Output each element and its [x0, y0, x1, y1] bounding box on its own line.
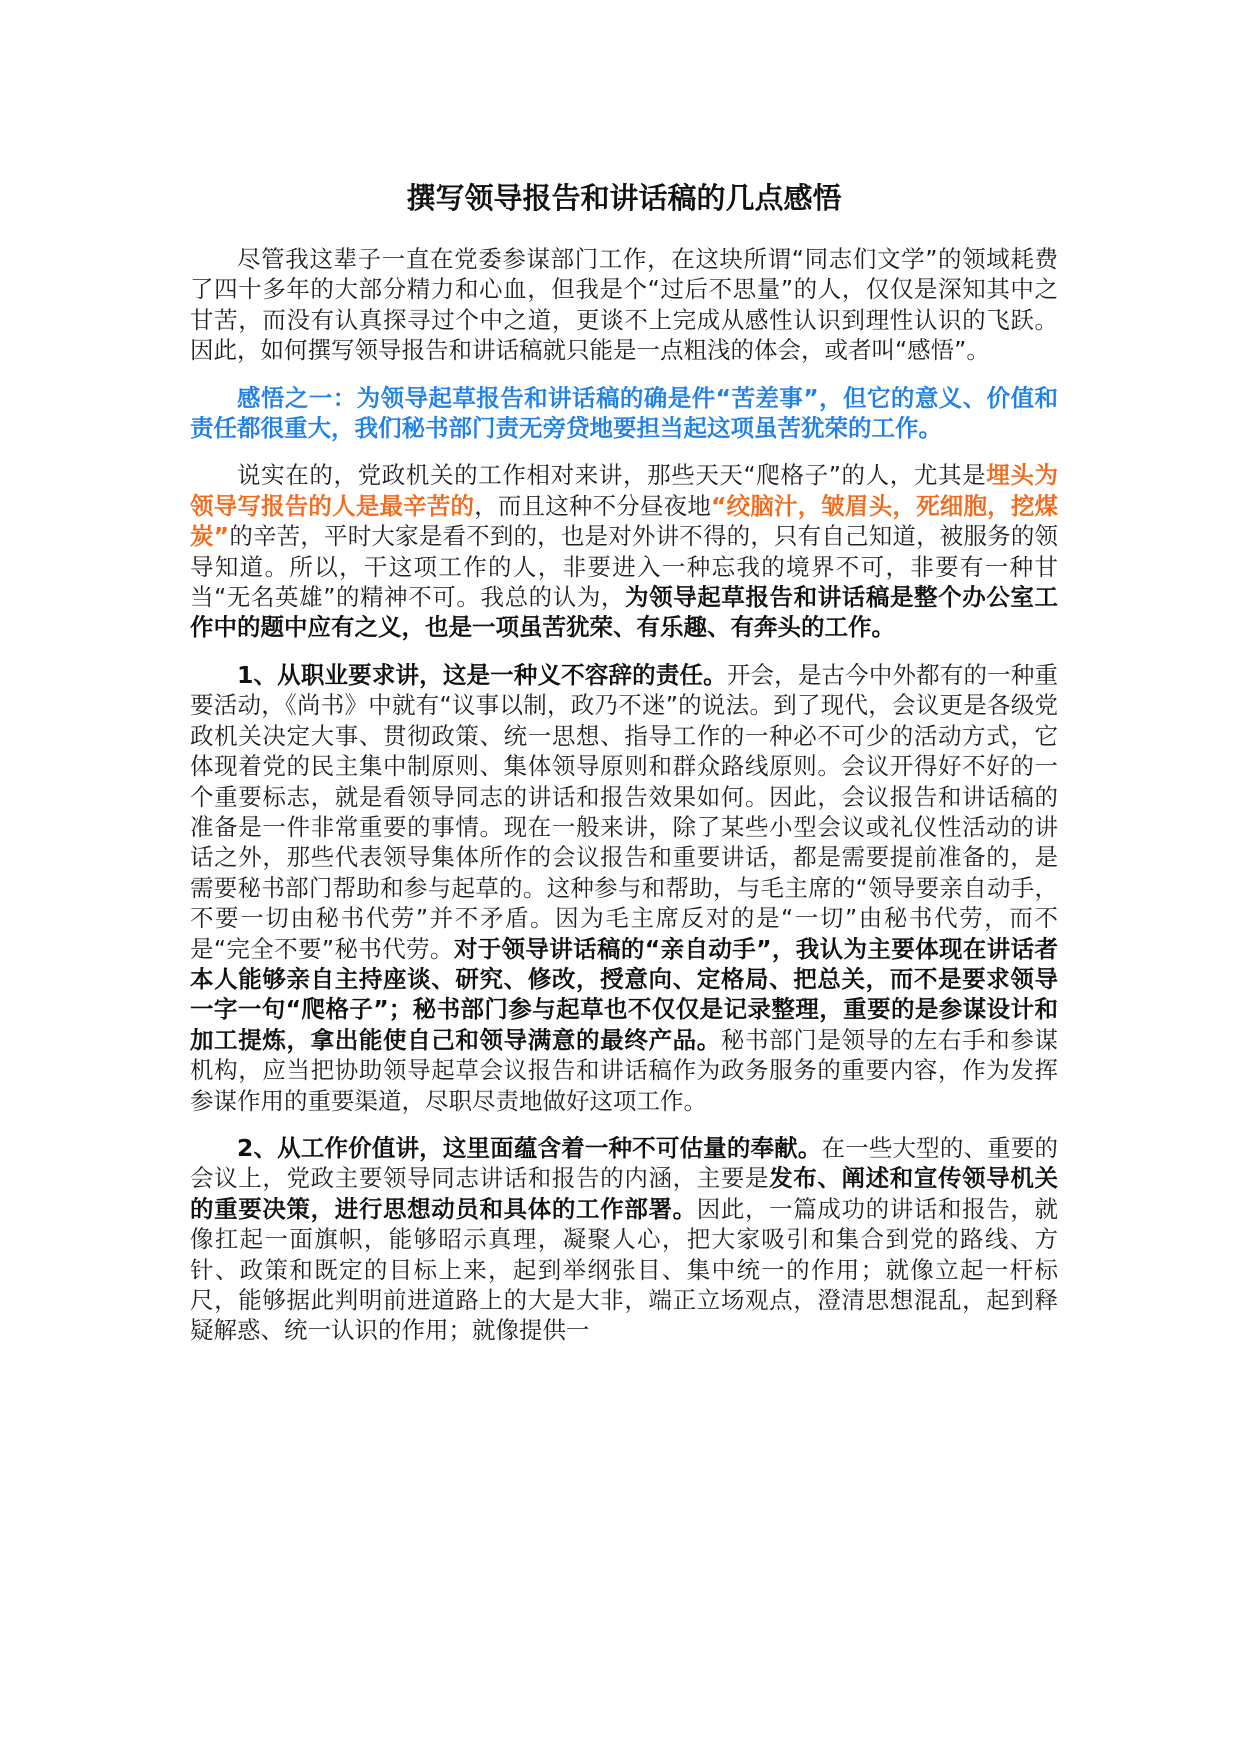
paragraph-hardship-text-3: 的辛苦，平时大家是看不到的，也是对外讲不得的，只有自己知道，被服务的领导知道。所以，干这项工作的人，非要进入一种忘我的境界不可，非要有一种甘当“无名英雄”的精神不可。我总的认为，: [190, 522, 1059, 612]
point-2-text-1: 在一些大型的、重要的会议上，党政主要领导同志讲话和报告的内涵，主要是: [190, 1133, 1058, 1193]
paragraph-hardship: [190, 460, 1058, 642]
document-title: 撰写领导报告和讲话稿的几点感悟: [406, 181, 842, 215]
bold-conclusion: 为领导起草报告和讲话稿是整个办公室工作中的题中应有之义，也是一项虽苦犹荣、有乐趣、有奔头的工作。: [190, 583, 1058, 642]
point-2-bold-text: 发布、阐述和宣传领导机关的重要决策，进行思想动员和具体的工作部署。: [190, 1164, 1059, 1223]
paragraph-hardship-text-2: ，而且这种不分昼夜地: [474, 491, 712, 520]
paragraph-point-1: [190, 660, 1058, 1116]
point-1-bold-text: 对于领导讲话稿的“亲自动手”，我认为主要体现在讲话者本人能够亲自主持座谈、研究、修改，授意向、定格局、把总关，而不是要求领导一字一句“爬格子”；秘书部门参与起草也不仅仅是记录整理，重要的是参谋设计和加工提炼，拿出能使自己和领导满意的最终产品。: [190, 934, 1058, 1054]
document-page: [190, 178, 1058, 1363]
point-2-heading: 2、从工作价值讲，这里面蕴含着一种不可估量的奉献。: [237, 1133, 822, 1162]
intro-paragraph: [190, 244, 1058, 366]
section-heading-1: [190, 383, 1058, 444]
intro-text: 尽管我这辈子一直在党委参谋部门工作，在这块所谓“同志们文学”的领域耗费了四十多年的大部分精力和心血，但我是个“过后不思量”的人，仅仅是深知其中之甘苦，而没有认真探寻过个中之道，更谈不上完成从感性认识到理性认识的飞跃。因此，如何撰写领导报告和讲话稿就只能是一点粗浅的体会，或者叫“感悟”。: [190, 245, 1058, 365]
paragraph-point-2: [190, 1133, 1058, 1346]
point-1-text-2: 秘书部门是领导的左右手和参谋机构，应当把协助领导起草会议报告和讲话稿作为政务服务的重要内容，作为发挥参谋作用的重要渠道，尽职尽责地做好这项工作。: [190, 1025, 1058, 1115]
section-heading-1-text: 感悟之一：为领导起草报告和讲话稿的确是件“苦差事”，但它的意义、价值和责任都很重大，我们秘书部门责无旁贷地要担当起这项虽苦犹荣的工作。: [190, 383, 1058, 443]
highlight-brain-work: “绞脑汁，皱眉头，死细胞，挖煤炭”: [190, 491, 1059, 551]
point-1-heading: 1、从职业要求讲，这是一种义不容辞的责任。: [237, 660, 727, 689]
paragraph-hardship-text-1: 说实在的，党政机关的工作相对来讲，那些天天“爬格子”的人，尤其是: [237, 461, 987, 490]
point-1-text-1: 开会，是古今中外都有的一种重要活动，《尚书》中就有“议事以制，政乃不迷”的说法。到了现代，会议更是各级党政机关决定大事、贯彻政策、统一思想、指导工作的一种必不可少的活动方式，它体现着党的民主集中制原则、集体领导原则和群众路线原则。会议开得好不好的一个重要标志，就是看领导同志的讲话和报告效果如何。因此，会议报告和讲话稿的准备是一件非常重要的事情。现在一般来讲，除了某些小型会议或礼仪性活动的讲话之外，那些代表领导集体所作的会议报告和重要讲话，都是需要提前准备的，是需要秘书部门帮助和参与起草的。这种参与和帮助，与毛主席的“领导要亲自动手，不要一切由秘书代劳”并不矛盾。因为毛主席反对的是“一切”由秘书代劳，而不是“完全不要”秘书代劳。: [190, 660, 1059, 963]
point-2-text-2: 因此，一篇成功的讲话和报告，就像扛起一面旗帜，能够昭示真理，凝聚人心，把大家吸引和集合到党的路线、方针、政策和既定的目标上来，起到举纲张目、集中统一的作用；就像立起一杆标尺，能够据此判明前进道路上的大是大非，端正立场观点，澄清思想混乱，起到释疑解惑、统一认识的作用；就像提供一: [190, 1194, 1059, 1345]
highlight-hardest-work: 埋头为领导写报告的人是最辛苦的: [190, 461, 1058, 520]
